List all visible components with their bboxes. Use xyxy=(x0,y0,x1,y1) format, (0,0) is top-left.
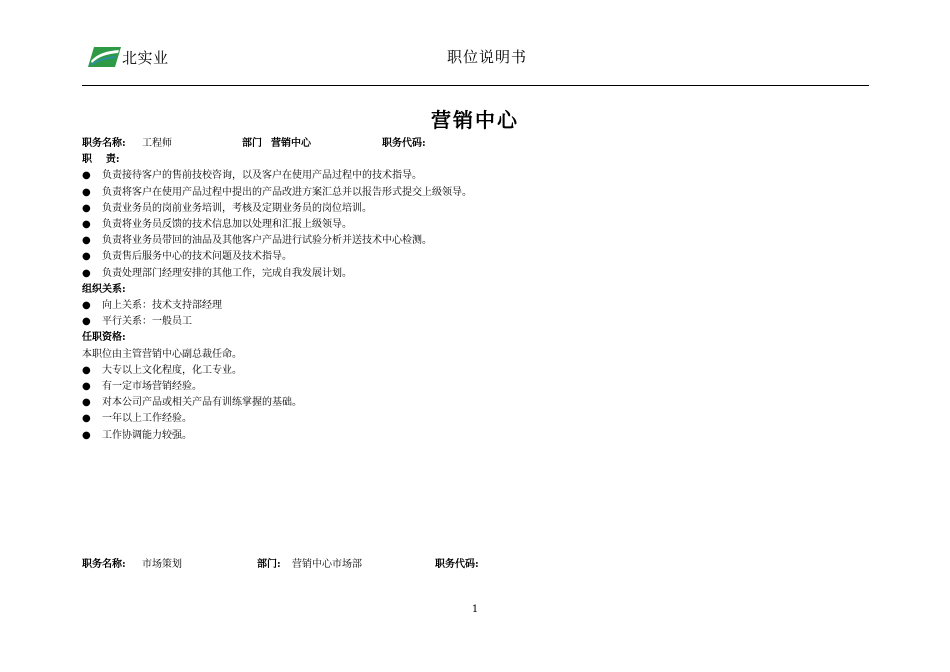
list-item-text: 负责接待客户的售前技校咨询，以及客户在使用产品过程中的技术指导。 xyxy=(102,170,422,182)
list-item xyxy=(82,395,872,411)
bullet-icon: ● xyxy=(82,364,91,376)
job2-name-label: 职务名称: xyxy=(82,559,126,570)
job2-name-value: 市场策划 xyxy=(142,559,182,570)
relations-heading-text: 组织关系: xyxy=(82,283,126,295)
list-item-text: 一年以上工作经验。 xyxy=(102,413,192,425)
bullet-icon: ● xyxy=(82,235,91,247)
list-item-text: 负责将业务员带回的油品及其他客户产品进行试验分析并送技术中心检测。 xyxy=(102,235,432,247)
job-description-body xyxy=(82,136,872,444)
company-logo xyxy=(88,44,169,70)
list-item-text: 对本公司产品或相关产品有训练掌握的基础。 xyxy=(102,397,302,409)
bullet-icon: ● xyxy=(82,300,91,312)
qualifications-intro xyxy=(82,347,872,363)
list-item-text: 工作协调能力较强。 xyxy=(102,429,192,441)
job-name-value: 工程师 xyxy=(142,138,172,149)
qualifications-list xyxy=(82,363,872,444)
company-name: 北实业 xyxy=(122,48,169,67)
duties-list xyxy=(82,168,872,281)
bullet-icon: ● xyxy=(82,186,91,198)
qualifications-heading-text: 任职资格: xyxy=(82,332,126,344)
job2-dept-label: 部门: xyxy=(257,559,281,570)
relations-list xyxy=(82,298,872,330)
job2-dept-value: 营销中心市场部 xyxy=(292,559,362,570)
list-item-text: 向上关系：技术支持部经理 xyxy=(102,300,222,312)
document-type-title: 职位说明书 xyxy=(447,48,528,66)
job-meta-row xyxy=(82,136,872,152)
bullet-icon: ● xyxy=(82,170,91,182)
bullet-icon: ● xyxy=(82,202,91,214)
job2-meta-row xyxy=(82,555,872,571)
job2-code-label: 职务代码: xyxy=(435,559,479,570)
page-number: 1 xyxy=(471,604,479,615)
list-item xyxy=(82,428,872,444)
list-item-text: 负责处理部门经理安排的其他工作，完成自我发展计划。 xyxy=(102,267,352,279)
bullet-icon: ● xyxy=(82,316,91,328)
list-item-text: 有一定市场营销经验。 xyxy=(102,381,202,393)
duties-heading xyxy=(82,152,872,168)
page-title: 营销中心 xyxy=(431,108,519,132)
list-item xyxy=(82,249,872,265)
bullet-icon: ● xyxy=(82,397,91,409)
list-item-text: 负责将客户在使用产品过程中提出的产品改进方案汇总并以报告形式提交上级领导。 xyxy=(102,186,472,198)
header-divider xyxy=(82,85,869,86)
list-item xyxy=(82,217,872,233)
relations-heading xyxy=(82,282,872,298)
list-item xyxy=(82,233,872,249)
dept-label: 部门 xyxy=(242,138,262,149)
list-item xyxy=(82,363,872,379)
list-item xyxy=(82,266,872,282)
job-name-label: 职务名称: xyxy=(82,138,126,149)
list-item xyxy=(82,379,872,395)
list-item-text: 负责售后服务中心的技术问题及技术指导。 xyxy=(102,251,292,263)
list-item-text: 负责将业务员反馈的技术信息加以处理和汇报上级领导。 xyxy=(102,219,352,230)
bullet-icon: ● xyxy=(82,267,91,279)
list-item-text: 平行关系：一般员工 xyxy=(102,316,192,328)
bullet-icon: ● xyxy=(82,413,91,425)
list-item-text: 负责业务员的岗前业务培训，考核及定期业务员的岗位培训。 xyxy=(102,202,372,214)
bullet-icon: ● xyxy=(82,381,91,393)
list-item-text: 大专以上文化程度，化工专业。 xyxy=(102,364,242,376)
list-item xyxy=(82,411,872,427)
qualifications-intro-text: 本职位由主管营销中心副总裁任命。 xyxy=(82,348,242,360)
dept-value: 营销中心 xyxy=(271,138,311,149)
bullet-icon: ● xyxy=(82,251,91,263)
bullet-icon: ● xyxy=(82,219,91,230)
list-item xyxy=(82,201,872,217)
job-code-label: 职务代码: xyxy=(382,138,426,149)
list-item xyxy=(82,185,872,201)
list-item xyxy=(82,298,872,314)
qualifications-heading xyxy=(82,330,872,346)
list-item xyxy=(82,168,872,184)
duties-heading-text: 职 责: xyxy=(82,154,120,166)
company-logo-icon xyxy=(88,45,122,69)
list-item xyxy=(82,314,872,330)
bullet-icon: ● xyxy=(82,429,91,441)
